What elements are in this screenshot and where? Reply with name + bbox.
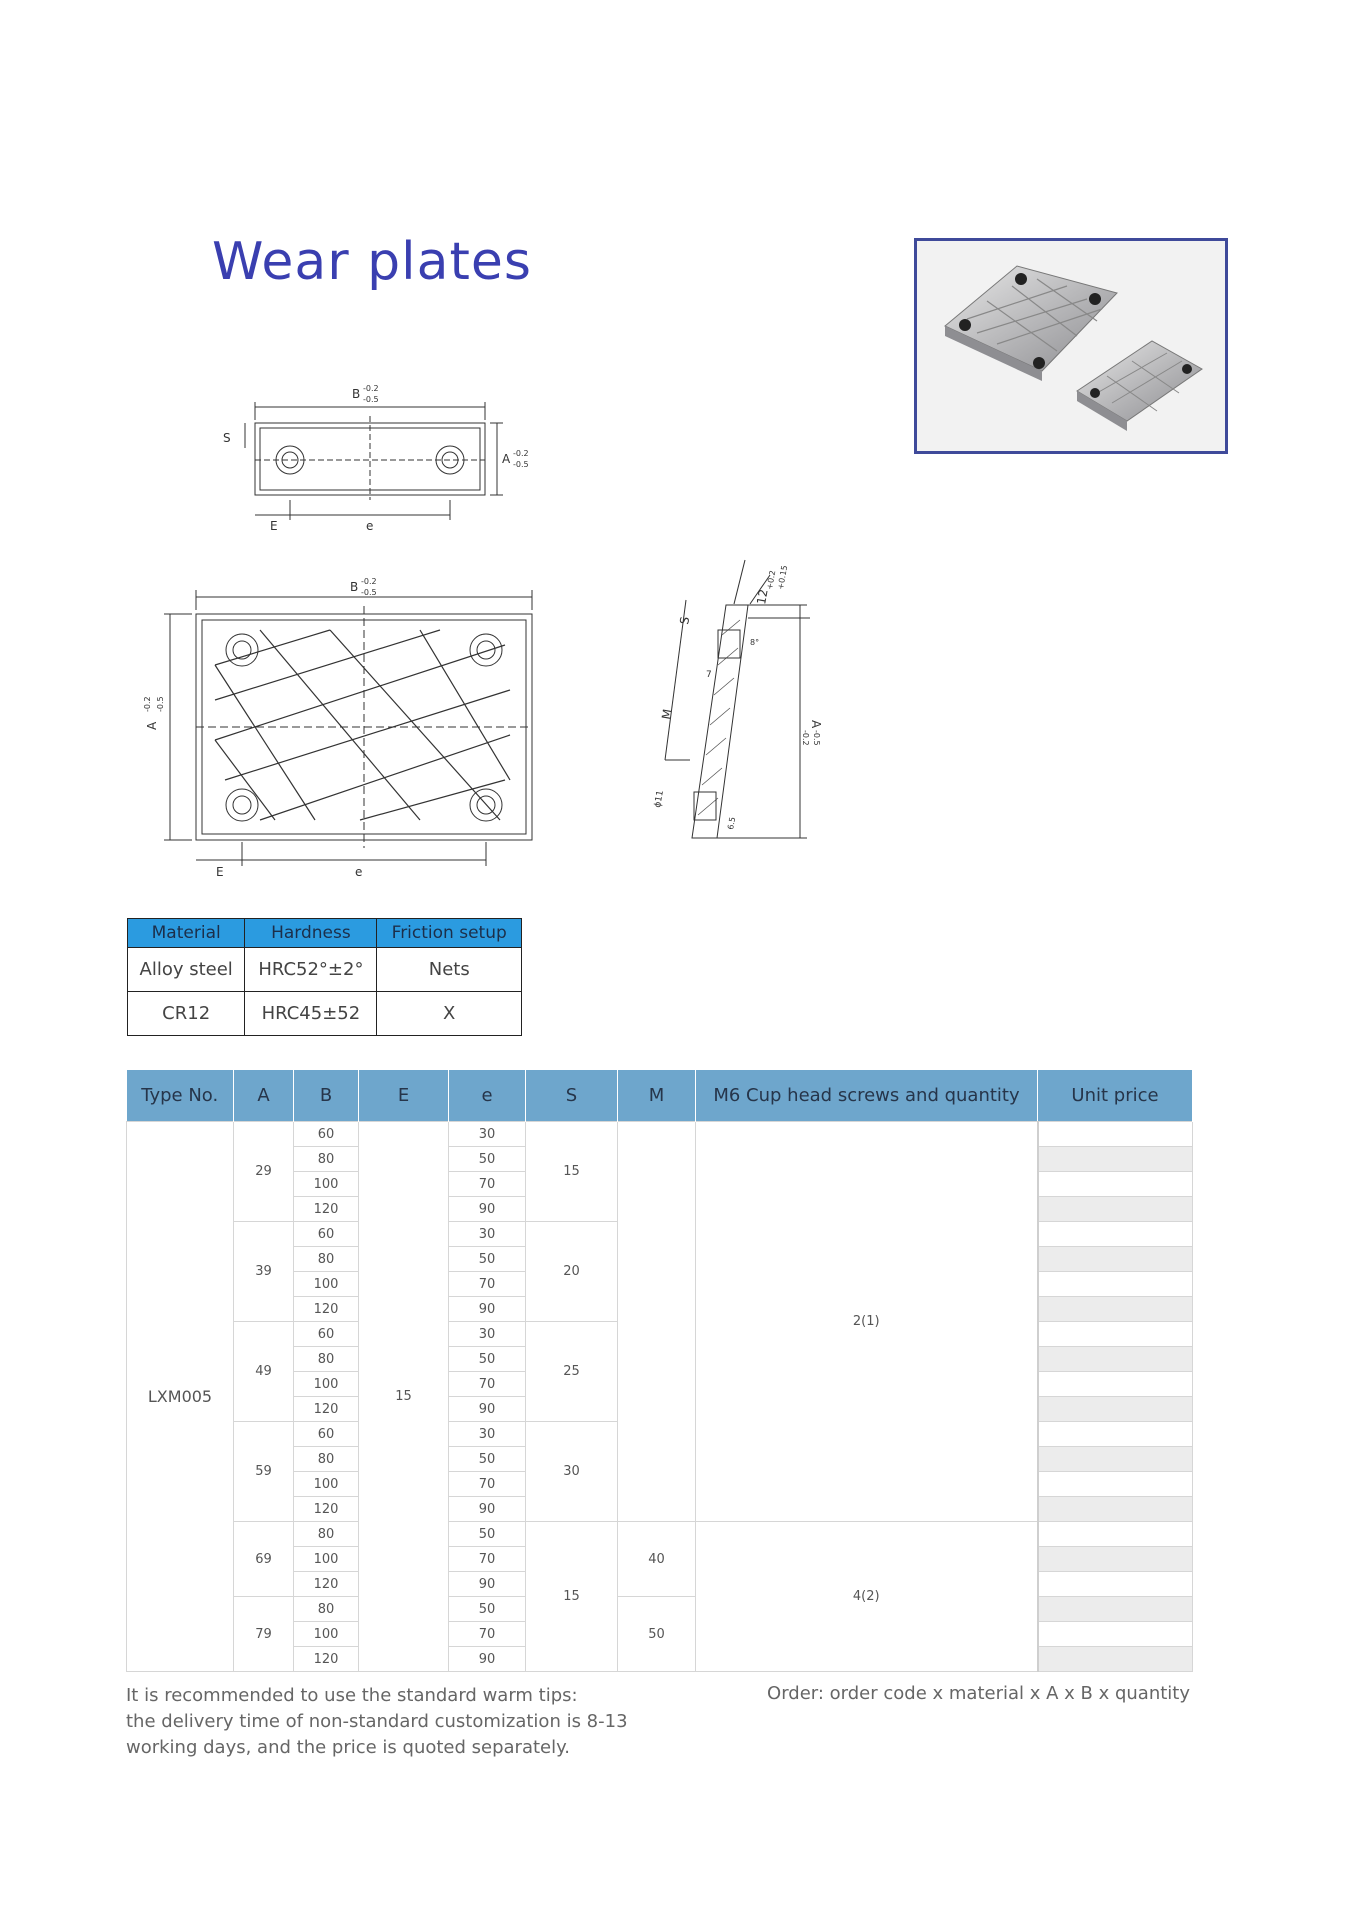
header-friction-setup: Friction setup	[377, 919, 522, 948]
unit-price-cell	[1038, 1522, 1193, 1547]
header-unit-price: Unit price	[1038, 1070, 1193, 1122]
unit-price-cell	[1038, 1147, 1193, 1172]
e-cell: 90	[449, 1397, 526, 1422]
material-table	[127, 918, 522, 1036]
section-angle-label: 8°	[750, 638, 760, 647]
b-cell: 60	[294, 1222, 359, 1247]
a-cell: 49	[234, 1322, 294, 1422]
b-cell: 100	[294, 1272, 359, 1297]
unit-price-cell	[1038, 1597, 1193, 1622]
front-a-tol-upper: -0.2	[143, 696, 152, 712]
section-a-label: A	[809, 720, 823, 729]
top-b-tol-lower: -0.5	[363, 395, 379, 404]
screws-cell: 4(2)	[696, 1522, 1038, 1672]
m-cell	[618, 1122, 696, 1522]
e-cell: 70	[449, 1547, 526, 1572]
b-cell: 60	[294, 1422, 359, 1447]
e-cell: 50	[449, 1247, 526, 1272]
section-12-label: 12	[754, 588, 771, 606]
unit-price-cell	[1038, 1172, 1193, 1197]
section-a-tol-upper: -0.2	[801, 730, 810, 746]
e-cell: 30	[449, 1122, 526, 1147]
front-b-tol-lower: -0.5	[361, 588, 377, 597]
material-row	[128, 992, 522, 1036]
order-format: Order: order code x material x A x B x quantity	[767, 1683, 1190, 1704]
top-s-label: S	[223, 431, 231, 445]
unit-price-cell	[1038, 1297, 1193, 1322]
section-12-tol-upper: +0.2	[765, 569, 778, 591]
s-cell: 20	[526, 1222, 618, 1322]
e-cell: 50	[449, 1447, 526, 1472]
unit-price-cell	[1038, 1572, 1193, 1597]
header-e-small: E	[359, 1070, 449, 1122]
top-e-label: e	[366, 519, 374, 533]
table-row	[127, 1522, 1193, 1547]
tips-line: It is recommended to use the standard warm tips:	[126, 1685, 578, 1706]
b-cell: 120	[294, 1197, 359, 1222]
unit-price-cell	[1038, 1622, 1193, 1647]
e-cell: 30	[449, 1322, 526, 1347]
e-cell: 50	[449, 1147, 526, 1172]
header-screws: M6 Cup head screws and quantity	[696, 1070, 1038, 1122]
unit-price-cell	[1038, 1422, 1193, 1447]
section-65-label: 6.5	[726, 816, 738, 831]
table-row	[127, 1122, 1193, 1147]
tips-line: the delivery time of non-standard customization is 8-13	[126, 1711, 628, 1732]
top-a-label: A	[502, 452, 511, 466]
front-b-label: B	[350, 580, 359, 594]
b-cell: 120	[294, 1397, 359, 1422]
material-cell: Alloy steel	[128, 948, 245, 992]
s-cell: 15	[526, 1122, 618, 1222]
material-row	[128, 948, 522, 992]
technical-drawing	[0, 0, 1357, 900]
friction-cell: Nets	[377, 948, 522, 992]
e-cell: 90	[449, 1572, 526, 1597]
hardness-cell: HRC52°±2°	[245, 948, 377, 992]
a-cell: 79	[234, 1597, 294, 1672]
b-cell: 100	[294, 1372, 359, 1397]
b-cell: 80	[294, 1247, 359, 1272]
unit-price-cell	[1038, 1372, 1193, 1397]
header-e: e	[449, 1070, 526, 1122]
a-cell: 39	[234, 1222, 294, 1322]
b-cell: 80	[294, 1522, 359, 1547]
b-cell: 60	[294, 1322, 359, 1347]
header-a: A	[234, 1070, 294, 1122]
e-cell: 70	[449, 1172, 526, 1197]
e-cell: 90	[449, 1197, 526, 1222]
b-cell: 120	[294, 1297, 359, 1322]
e-cell: 90	[449, 1647, 526, 1672]
top-e-small-label: E	[270, 519, 278, 533]
section-12-tol-lower: +0.15	[776, 564, 790, 591]
a-cell: 29	[234, 1122, 294, 1222]
section-s-label: S	[677, 615, 693, 626]
s-cell: 25	[526, 1322, 618, 1422]
unit-price-cell	[1038, 1397, 1193, 1422]
a-cell: 69	[234, 1522, 294, 1597]
unit-price-cell	[1038, 1497, 1193, 1522]
e-cell: 30	[449, 1422, 526, 1447]
front-a-tol-lower: -0.5	[156, 696, 165, 712]
spec-table	[126, 1070, 1193, 1672]
e-cell: 90	[449, 1297, 526, 1322]
b-cell: 80	[294, 1597, 359, 1622]
header-hardness: Hardness	[245, 919, 377, 948]
unit-price-cell	[1038, 1547, 1193, 1572]
header-material: Material	[128, 919, 245, 948]
hardness-cell: HRC45±52	[245, 992, 377, 1036]
standard-tips	[126, 1683, 686, 1761]
e-cell: 50	[449, 1522, 526, 1547]
b-cell: 80	[294, 1347, 359, 1372]
e-cell: 70	[449, 1622, 526, 1647]
unit-price-cell	[1038, 1347, 1193, 1372]
b-cell: 100	[294, 1622, 359, 1647]
e-cell: 70	[449, 1472, 526, 1497]
unit-price-cell	[1038, 1447, 1193, 1472]
b-cell: 120	[294, 1572, 359, 1597]
front-b-tol-upper: -0.2	[361, 577, 377, 586]
header-b: B	[294, 1070, 359, 1122]
material-cell: CR12	[128, 992, 245, 1036]
section-phi11-label: ϕ11	[653, 789, 666, 809]
unit-price-cell	[1038, 1647, 1193, 1672]
m-cell: 50	[618, 1597, 696, 1672]
friction-cell: X	[377, 992, 522, 1036]
unit-price-cell	[1038, 1222, 1193, 1247]
front-a-label: A	[145, 721, 159, 730]
tips-line: working days, and the price is quoted separately.	[126, 1737, 570, 1758]
s-cell: 15	[526, 1522, 618, 1672]
type-no-cell: LXM005	[127, 1122, 234, 1672]
unit-price-cell	[1038, 1472, 1193, 1497]
header-s: S	[526, 1070, 618, 1122]
b-cell: 120	[294, 1647, 359, 1672]
front-e-small-label: E	[216, 865, 224, 879]
e-cell: 70	[449, 1372, 526, 1397]
section-a-tol-lower: -0.5	[812, 730, 821, 746]
unit-price-cell	[1038, 1272, 1193, 1297]
header-m: M	[618, 1070, 696, 1122]
a-cell: 59	[234, 1422, 294, 1522]
unit-price-cell	[1038, 1197, 1193, 1222]
unit-price-cell	[1038, 1322, 1193, 1347]
screws-cell: 2(1)	[696, 1122, 1038, 1522]
e-small-cell: 15	[359, 1122, 449, 1672]
top-a-tol-lower: -0.5	[513, 460, 529, 469]
e-cell: 50	[449, 1597, 526, 1622]
e-cell: 30	[449, 1222, 526, 1247]
header-type-no: Type No.	[127, 1070, 234, 1122]
top-b-label: B	[352, 387, 361, 401]
b-cell: 100	[294, 1172, 359, 1197]
s-cell: 30	[526, 1422, 618, 1522]
b-cell: 60	[294, 1122, 359, 1147]
b-cell: 80	[294, 1147, 359, 1172]
b-cell: 100	[294, 1472, 359, 1497]
e-cell: 90	[449, 1497, 526, 1522]
top-a-tol-upper: -0.2	[513, 449, 529, 458]
b-cell: 80	[294, 1447, 359, 1472]
front-e-label: e	[355, 865, 363, 879]
top-b-tol-upper: -0.2	[363, 384, 379, 393]
section-m-label: M	[659, 707, 675, 721]
section-7-label: 7	[706, 670, 712, 680]
b-cell: 120	[294, 1497, 359, 1522]
b-cell: 100	[294, 1547, 359, 1572]
e-cell: 70	[449, 1272, 526, 1297]
unit-price-cell	[1038, 1122, 1193, 1147]
e-cell: 50	[449, 1347, 526, 1372]
m-cell: 40	[618, 1522, 696, 1597]
page-title: Wear plates	[212, 232, 532, 292]
unit-price-cell	[1038, 1247, 1193, 1272]
